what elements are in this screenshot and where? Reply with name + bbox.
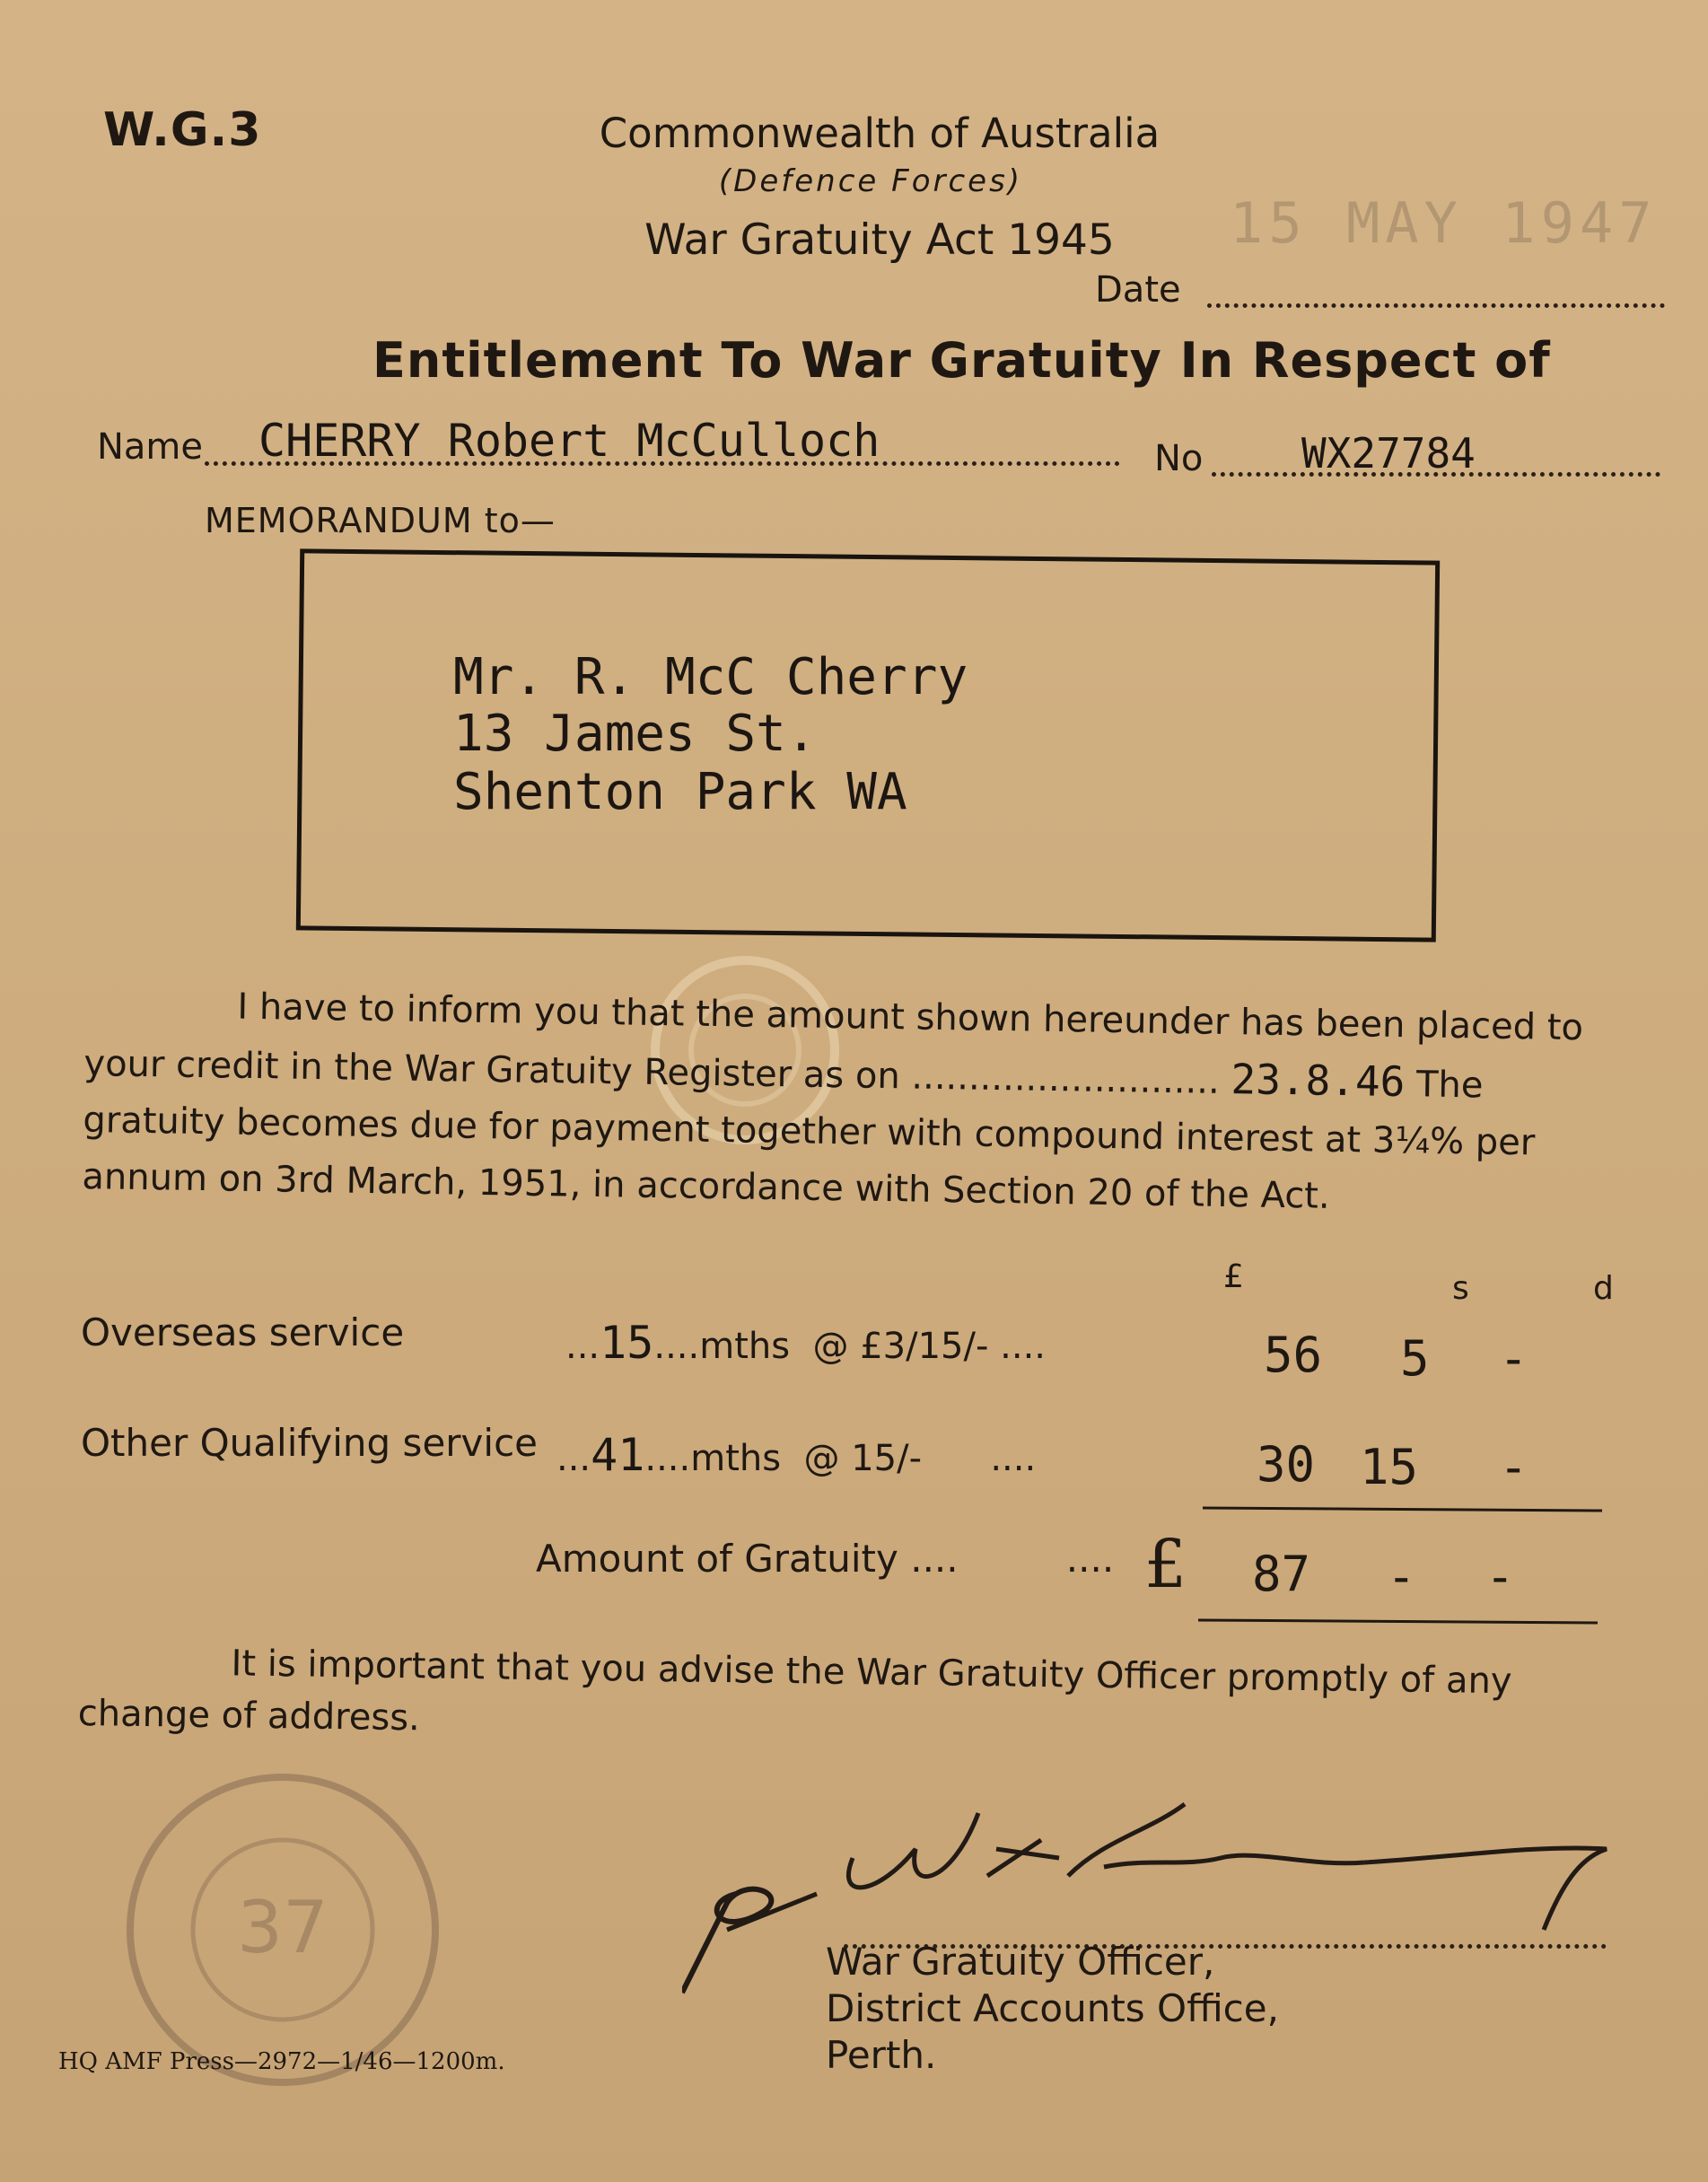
other-months-value: 41 (591, 1429, 645, 1481)
total-shillings: - (1387, 1548, 1416, 1605)
body-text-before: I have to inform you that the amount shown hereunder has been placed to your credit in the War Gratuity Register as on (83, 986, 1584, 1098)
other-unit: mths (690, 1438, 782, 1479)
name-value: CHERRY Robert McCulloch (258, 415, 880, 467)
other-pounds: 30 (1257, 1436, 1316, 1493)
press-line: HQ AMF Press—2972—1/46—1200m. (58, 2048, 505, 2075)
signature-line-2: District Accounts Office, (826, 1986, 1279, 2030)
overseas-pence: - (1499, 1330, 1528, 1387)
address-line-3: Shenton Park WA (453, 763, 907, 821)
date-label: Date (1095, 269, 1181, 311)
register-date: 23.8.46 (1231, 1055, 1406, 1107)
shillings-header: s (1452, 1270, 1469, 1307)
header-act: War Gratuity Act 1945 (644, 215, 1115, 265)
body-paragraph: I have to inform you that the amount shown hereunder has been placed to your credit in the War Gratuity Register as on ........................... 23.8.46 The gratuity becomes due for payment together with compound interest at 3¼% per annum on 3rd March, 1951, in accordance with Section 20 of the Act. (82, 977, 1634, 1230)
memorandum-label: MEMORANDUM to— (205, 501, 556, 540)
overseas-shillings: 5 (1400, 1330, 1430, 1387)
name-label: Name (97, 426, 204, 468)
total-rule (1198, 1618, 1598, 1624)
overseas-service-label: Overseas service (81, 1310, 405, 1354)
pence-header: d (1593, 1270, 1614, 1307)
subtotal-rule (1203, 1506, 1602, 1512)
notice-paragraph (77, 1635, 1622, 1761)
overseas-rate: @ £3/15/- (812, 1326, 989, 1367)
overseas-unit: mths (699, 1326, 791, 1367)
date-stamp: 15 MAY 1947 (1230, 190, 1658, 256)
body-text-after: The gratuity becomes due for payment together with compound interest at 3¼% per annum on 3rd March, 1951, in accordance with Section 20 of the Act. (82, 1064, 1536, 1217)
overseas-months-value: 15 (600, 1317, 654, 1369)
other-rate: @ 15/- (803, 1438, 923, 1479)
stamp-number: 37 (237, 1886, 328, 1969)
number-value: WX27784 (1301, 429, 1476, 478)
total-label: Amount of Gratuity .... .... (536, 1537, 1115, 1581)
other-service-label: Other Qualifying service (81, 1421, 539, 1465)
date-dotted-line (1207, 269, 1665, 308)
address-line-1: Mr. R. McC Cherry (453, 648, 968, 706)
signature-line-3: Perth. (826, 2033, 937, 2077)
total-label-text: Amount of Gratuity (536, 1537, 898, 1581)
header-commonwealth: Commonwealth of Australia (599, 110, 1161, 157)
other-months: ...41....mths @ 15/- .... (556, 1429, 1037, 1481)
total-pound-symbol: £ (1144, 1526, 1187, 1603)
header-defence-forces: (Defence Forces) (718, 163, 1023, 199)
form-code: W.G.3 (103, 103, 262, 157)
signature-line-1: War Gratuity Officer, (826, 1940, 1215, 1984)
total-pounds: 87 (1252, 1546, 1311, 1602)
pounds-header: £ (1223, 1258, 1244, 1295)
signature-block (826, 1939, 1279, 2079)
notice-text: It is important that you advise the War Gratuity Officer promptly of any change of address. (77, 1643, 1512, 1739)
total-pence: - (1485, 1548, 1515, 1605)
overseas-pounds: 56 (1264, 1327, 1323, 1383)
overseas-months: ...15....mths @ £3/15/- .... (565, 1317, 1046, 1369)
number-label: No (1154, 438, 1204, 479)
document-title: Entitlement To War Gratuity In Respect of (372, 332, 1551, 389)
other-shillings: 15 (1360, 1439, 1419, 1495)
address-line-2: 13 James St. (453, 705, 817, 763)
other-pence: - (1499, 1439, 1528, 1495)
